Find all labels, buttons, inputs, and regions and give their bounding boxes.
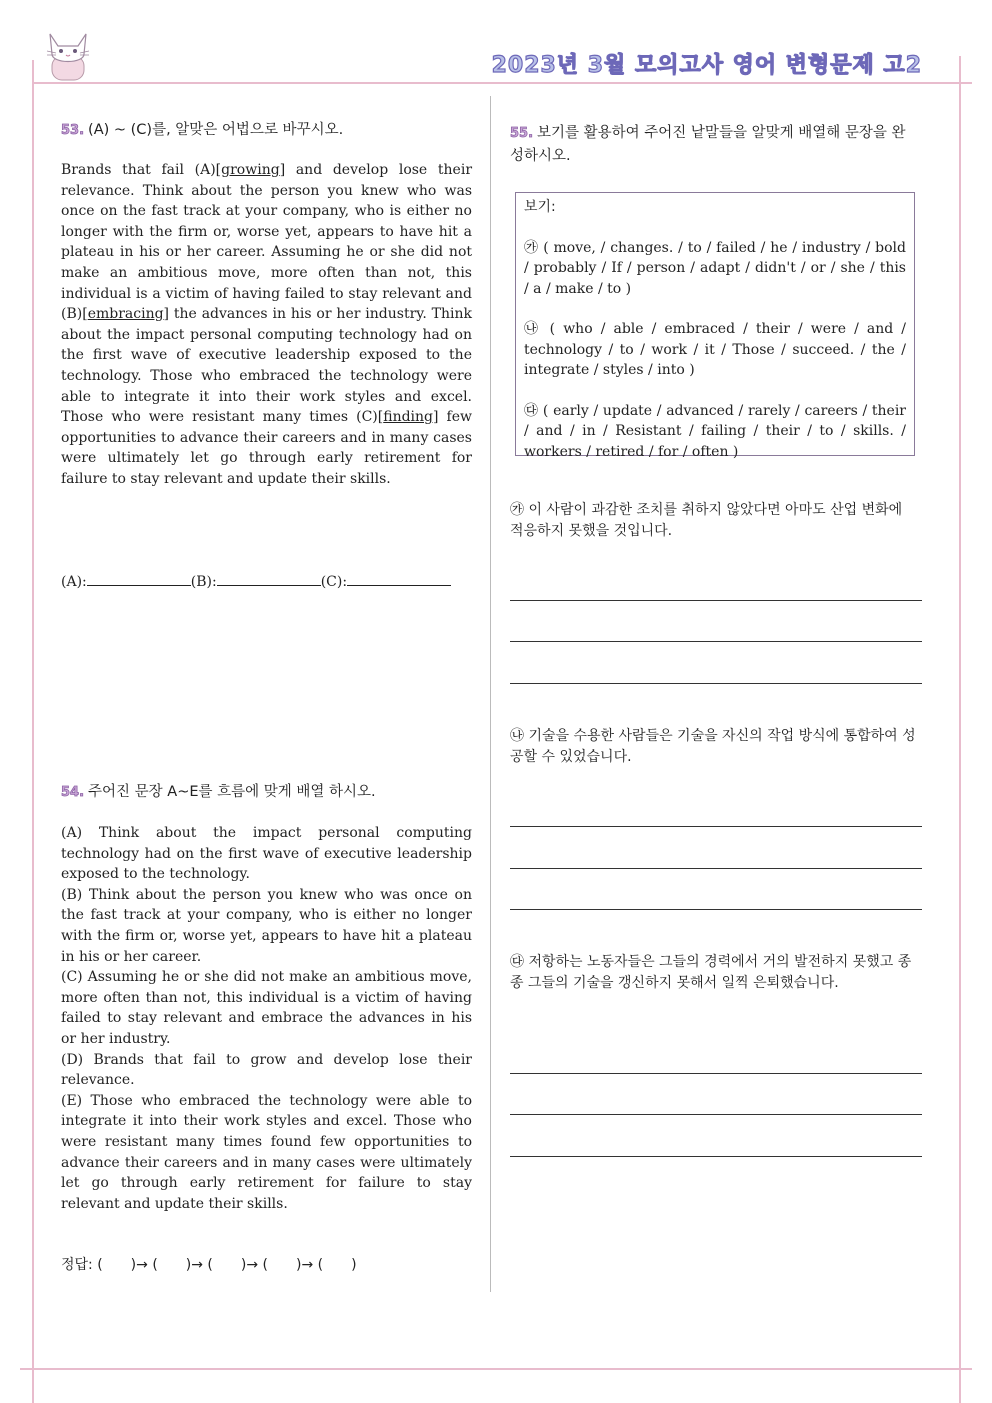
frame-bottom-line [20, 1368, 972, 1370]
prompt-na: ㉯ 기술을 수용한 사람들은 기술을 자신의 작업 방식에 통합하여 성공할 수 있었습니다. [510, 728, 916, 765]
q53-number: 53. [61, 123, 85, 138]
answer-line-da-2[interactable] [510, 1114, 922, 1115]
blank-b-word: embracing [87, 306, 164, 323]
frame-right-line [959, 56, 961, 1403]
box-item-da: ㉰ ( early / update / advanced / rarely / careers / their / and / in / Resistant / failing / their / to / skills. / workers / retired / for / often ) [524, 402, 906, 460]
prompt-ga: ㉮ 이 사람이 과감한 조치를 취하지 않았다면 아마도 산업 변화에 적응하지 못했을 것입니다. [510, 502, 903, 539]
box-item-ga: ㉮ ( move, / changes. / to / failed / he / industry / bold / probably / If / person / adapt / didn't / or / she / this / a / make / to ) [524, 239, 906, 297]
answer-b-field[interactable] [217, 571, 321, 586]
answer-line-na-3[interactable] [510, 909, 922, 910]
q54-number: 54. [61, 785, 85, 800]
q55-instruction: 보기를 활용하여 주어진 낱말들을 알맞게 배열해 문장을 완성하시오. [510, 125, 906, 164]
answer-line-ga-2[interactable] [510, 641, 922, 642]
word-bank-box [515, 192, 915, 460]
blank-a-word: growing [221, 162, 280, 178]
answer-a-field[interactable] [87, 571, 191, 586]
box-item-na: ㉯ ( who / able / embraced / their / were / and / technology / to / work / it / Those / succeed. / the / integrate / styles / into ) [524, 321, 906, 378]
answer-c-field[interactable] [347, 571, 451, 586]
q53-instruction: (A) ~ (C)를, 알맞은 어법으로 바꾸시오. [88, 122, 344, 138]
sentence-b: (B) Think about the person you knew who was once on the fast track at your company, who is either no longer with the firm or, worse yet, appears to have hit a plateau in his or her career. [61, 886, 472, 965]
passage-text: ] the advances in his or her industry. Think about the impact personal computing technology had on the first wave of executive leadership exposed to the technology. Those who embraced the technology were able to integrate it into their work styles and excel. Those who were resistant many times (C)[ [61, 306, 472, 426]
page-title: 2023년 3월 모의고사 영어 변형문제 고2 [491, 53, 922, 78]
sentence-d: (D) Brands that fail to grow and develop lose their relevance. [61, 1051, 472, 1089]
answer-line-da-3[interactable] [510, 1156, 922, 1157]
answer-line-na-2[interactable] [510, 868, 922, 869]
sentence-a: (A) Think about the impact personal computing technology had on the first wave of executive leadership exposed to the technology. [61, 825, 472, 883]
prompt-da: ㉰ 저항하는 노동자들은 그들의 경력에서 거의 발전하지 못했고 종종 그들의 기술을 갱신하지 못해서 일찍 은퇴했습니다. [510, 954, 912, 991]
answer-line-na-1[interactable] [510, 826, 922, 827]
answer-a-label: (A): [61, 574, 87, 590]
q54-answer-line[interactable]: 정답: ( )→ ( )→ ( )→ ( )→ ( ) [61, 1257, 357, 1273]
sentence-c: (C) Assuming he or she did not make an ambitious move, more often than not, this individual is a victim of having failed to stay relevant and embrace the advances in his or her industry. [61, 969, 472, 1047]
q54-instruction: 주어진 문장 A~E를 흐름에 맞게 배열 하시오. [88, 784, 376, 800]
answer-line-da-1[interactable] [510, 1073, 922, 1074]
frame-left-line [32, 60, 34, 1403]
answer-line-ga-1[interactable] [510, 600, 922, 601]
answer-c-label: (C): [320, 574, 348, 590]
box-title: 보기: [524, 199, 556, 215]
passage-text: ] few opportunities to advance their careers and in many cases were ultimately let go through early retirement for failure to stay relevant and update their skills. [61, 409, 472, 487]
frame-top-line [32, 82, 972, 84]
column-divider [490, 96, 491, 1292]
q53-answer-row [61, 571, 451, 590]
q53-instruction-row [61, 118, 343, 139]
sentence-e: (E) Those who embraced the technology were able to integrate it into their work styles and excel. Those who were resistant many times found few opportunities to advance their careers and in many cases were ultimately let go through early retirement for failure to stay relevant and update their skills. [61, 1092, 472, 1212]
passage-text: Brands that fail (A)[ [61, 162, 222, 178]
cat-icon [44, 26, 92, 82]
q55-instruction-row [510, 122, 915, 167]
answer-line-ga-3[interactable] [510, 683, 922, 684]
blank-c-word: finding [383, 409, 434, 426]
answer-b-label: (B): [190, 574, 217, 590]
q53-passage [61, 160, 472, 490]
passage-text: ] and develop lose their relevance. Think about the person you knew who was once on the fast track at your company, who is either no longer with the firm or, worse yet, appears to have hit a plateau in his or her career. Assuming he or she did not make an ambitious move, more often than not, this individual is a victim of having failed to stay relevant and (B)[ [61, 162, 473, 323]
q55-number: 55. [510, 126, 534, 141]
q54-instruction-row [61, 780, 376, 801]
q54-sentences [61, 823, 472, 1214]
